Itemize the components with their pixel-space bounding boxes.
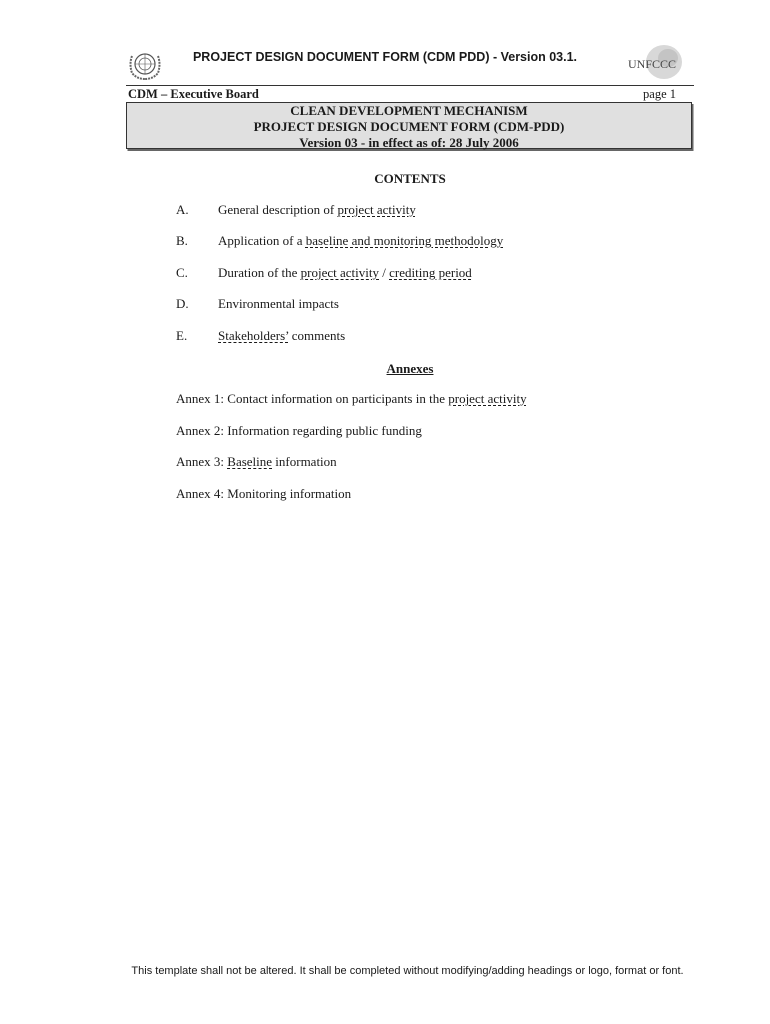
annex-item-3: Annex 3: Baseline information — [176, 454, 337, 469]
annex-item-1: Annex 1: Contact information on participants in the project activity — [176, 391, 527, 406]
unfccc-logo — [622, 44, 686, 80]
contents-item-d: Environmental impacts — [218, 296, 339, 311]
contents-item-a: General description of project activity — [218, 202, 416, 217]
title-line-3: Version 03 - in effect as of: 28 July 2006 — [299, 135, 519, 150]
svg-text:UNFCCC: UNFCCC — [628, 57, 677, 71]
footer-note: This template shall not be altered. It shall be completed without modifying/adding headings or logo, format or font. — [131, 965, 684, 977]
title-line-1: CLEAN DEVELOPMENT MECHANISM — [290, 103, 528, 118]
contents-link[interactable]: project activity — [300, 265, 380, 280]
annexes-heading: Annexes — [386, 361, 434, 376]
contents-letter: C. — [176, 265, 188, 280]
contents-item-c: Duration of the project activity / crediting period — [218, 265, 472, 280]
contents-link[interactable]: baseline and monitoring methodology — [305, 233, 504, 248]
header-rule — [126, 85, 694, 86]
page-number: page 1 — [643, 87, 676, 101]
contents-letter: A. — [176, 202, 189, 217]
contents-link[interactable]: project activity — [337, 202, 416, 217]
title-line-2: PROJECT DESIGN DOCUMENT FORM (CDM-PDD) — [253, 119, 565, 134]
executive-board-label: CDM – Executive Board — [128, 87, 259, 101]
contents-link[interactable]: crediting period — [389, 265, 472, 280]
contents-letter: D. — [176, 296, 189, 311]
contents-item-b: Application of a baseline and monitoring methodology — [218, 233, 504, 248]
contents-letter: B. — [176, 233, 188, 248]
contents-heading: CONTENTS — [374, 171, 446, 186]
contents-letter: E. — [176, 328, 188, 343]
header-title: PROJECT DESIGN DOCUMENT FORM (CDM PDD) - Version 03.1. — [192, 50, 578, 64]
contents-item-e: Stakeholders’ comments — [218, 328, 346, 343]
annex-item-2: Annex 2: Information regarding public funding — [176, 423, 422, 438]
contents-link[interactable]: Stakeholders’ — [218, 328, 289, 343]
annex-item-4: Annex 4: Monitoring information — [176, 486, 352, 501]
title-box — [126, 102, 692, 149]
annex-link[interactable]: Baseline — [227, 454, 273, 469]
annex-link[interactable]: project activity — [448, 391, 527, 406]
